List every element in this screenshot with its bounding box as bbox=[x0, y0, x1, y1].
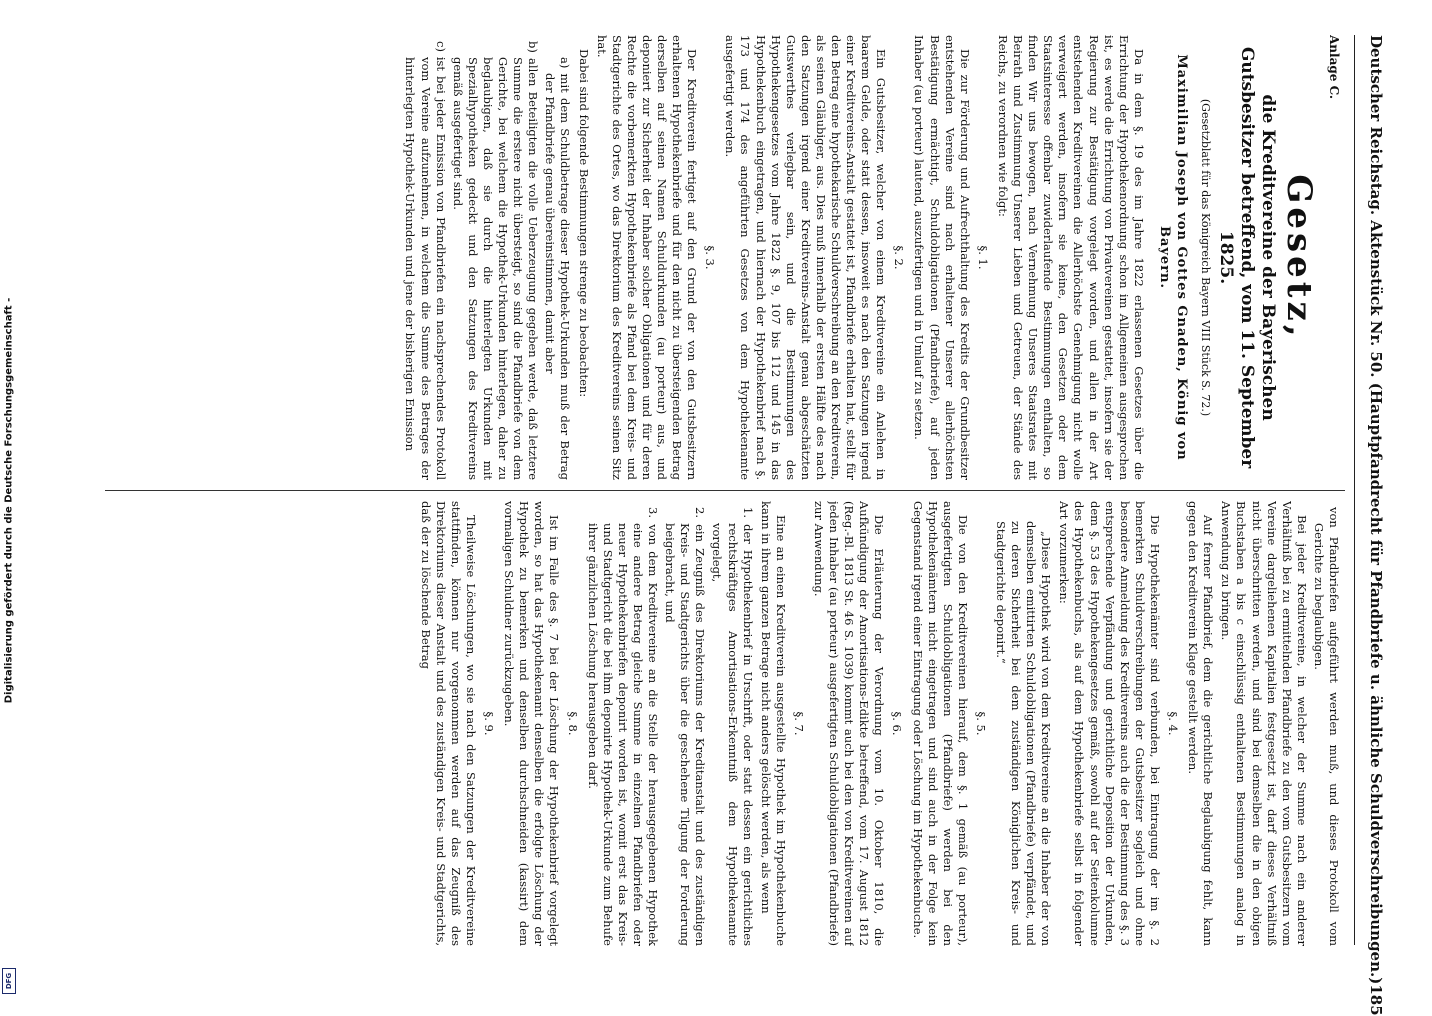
law-source: (Gesetzblatt für das Königreich Bayern VIII Stück S. 72.) bbox=[1198, 98, 1212, 417]
continued-text: von Pfandbriefen aufgeführt werden muß, und dieses Protokoll vom Gerichte zu beglaubigen. bbox=[1311, 507, 1341, 946]
rule-item: b) allen Beteiligten die volle Ueberzeugung gegeben werde, daß letztere Summe die erstere nicht übersteigt, so sind die Pfandbriefe von dem Gerichte, bei welchem die Hypothek-Urkunden hinterlegen, daher zu beglaubigen, daß sie durch die hinterlegten Urkunden mit Spezialhypotheken gedeckt und den Satzungen des Kreditvereins gemäß ausgefertiget sind. bbox=[450, 41, 541, 480]
section-text: Der Kreditverein fertiget auf den Grund der von den Gutsbesitzern erhaltenen Hypothekenbriefe und für den nicht zu übersteigenden Betrag derselben auf seinen Namen Schuldurkunden (au porteur) aus, und deponiert zur Sicherheit der Inhaber solcher Obligationen und für deren Rechte die vorbemerkten Hypothekenbriefe als Pfand bei dem Kreis- und Stadtgerichte des Ortes, wo das Direktorium des Kreditvereins seinen Sitz hat. bbox=[594, 35, 700, 480]
appendix-label: Anlage C. bbox=[1327, 35, 1341, 100]
section-text: Ist im Falle des §. 7 bei der Löschung der Hypothekenbrief vorgelegt worden, so hat das Hypothekenamt denselben die erfolgte Löschung der Hypothek zu bemerken und denselben durchschneiden (kassirt) dem vormaligen Schuldner zurückzugeben. bbox=[502, 501, 562, 946]
royal-title: Maximilian Joseph von Gottes Gnaden, König von Bayern. bbox=[1156, 54, 1189, 461]
condition-item: 2. ein Zeugniß des Direktoriums der Kreditanstalt und des zuständigen Kreis- und Stadtgerichts über die geschehene Tilgung der Forderung beigebracht, und bbox=[663, 507, 708, 946]
column-divider bbox=[105, 490, 1345, 491]
condition-item: 1. der Hypothekenbrief in Urschrift, oder statt dessen ein gerichtliches rechtskräftiges Amortisations-Erkenntniß dem Hypothekenamte vorgelegt, bbox=[710, 507, 755, 946]
rule-item: a) mit dem Schuldbetrage dieser Hypothek-Urkunden muß der Betrag der Pfandbriefe genau übereinstimmen, damit aber bbox=[543, 57, 573, 480]
paragraph: Bei jeder Kreditvereine, in welcher der Summe nach ein anderer Verhältniß bei zu ermittelnden Pfandbriefe zu den vom Gutsbesitzern vom Vereine dargeliehenen Kapitalien festgesetzt ist, darf dieses Verhältniß nicht überschritten werden, und sind bei demselben die in den obigen Buchstaben a bis c einschlüssig enthaltenen Bestimmungen analog in Anwendung zu bringen. bbox=[1219, 501, 1309, 946]
dfg-logo-text: DFG bbox=[5, 972, 13, 990]
right-column bbox=[101, 501, 1341, 946]
quoted-entry: „Diese Hypothek wird von dem Kreditvereine an die Inhaber der von demselben emittirten Schuldobligationen (Pfandbriefe) verpfändet, und zu deren Sicherheit bei dem zuständigen Königlichen Kreis- und Stadtgerichte deponirt.“ bbox=[994, 521, 1054, 946]
left-column bbox=[101, 35, 1341, 480]
document-page bbox=[95, 25, 1385, 1016]
digitization-note bbox=[0, 0, 18, 1000]
rules-intro: Dabei sind folgende Bestimmungen strenge zu beobachten: bbox=[576, 49, 591, 398]
section-text: Eine an einen Kreditverein ausgestellte Hypothek im Hypothekenbuche kann in ihrem ganzen Betrage nicht anders gelöscht werden, als wenn bbox=[758, 501, 788, 946]
paragraph: Auf ferner Pfandbrief, dem die gerichtliche Beglaubigung fehlt, kann gegen den Kreditverein Klage gestellt werden. bbox=[1186, 501, 1216, 946]
digitization-text: Digitalisierung gefördert durch die Deutsche Forschungsgemeinschaft - bbox=[3, 297, 15, 703]
section-heading: §. 5. bbox=[973, 711, 988, 736]
section-text: Die Erläuterung der Verordnung vom 10. Oktober 1810, die Aufkündigung der Amortisations-Edikte betreffend, vom 17. August 1812 (Reg.-Bl. 1813 St. 46 S. 1039) kommt auch bei den von Kreditvereinen auf jeden Inhaber (au porteur) ausgefertigten Schuldobligationen (Pfandbriefe) zur Anwendung. bbox=[812, 501, 887, 946]
section-text: Theilweise Löschungen, wo sie nach den Satzungen der Kreditvereine stattfinden, können nur vorgenommen werden auf das Zeugniß des Direktoriums dieser Anstalt und des zuständigen Kreis- und Stadtgerichts, daß der zu löschende Betrag bbox=[418, 501, 479, 946]
preamble: Da in dem §. 19 des im Jahre 1822 erlassenen Gesetzes über die Errichtung der Hypothekenordnung schon im Allgemeinen ausgesprochen ist, es werde die Errichtung von Privatvereinen gestattet, insofern sie der Regierung zur Bestätigung vorgelegt worden, und allen in der Art entstehenden Kreditvereinen die Allerhöchste Genehmigung nicht wolle verweigert werden, insofern sie keine, den Gesetzen oder dem Staatsinteresse offenbar zuwiderlaufende Bestimmungen enthalten, so finden Wir uns bewogen, nach Vernehmung Unseres Staatsrates mit Beirath und Zustimmung Unserer Lieben und Getreuen, der Stände des Reichs, zu verordnen wie folgt: bbox=[995, 35, 1146, 480]
section-text: Die von den Kreditvereinen hierauf, dem §. 1 gemäß (au porteur), ausgefertigten Schuldobligationen (Pfandbriefe) werden bei den Hypothekenämtern nicht eingetragen und sind auch in der Folge kein Gegenstand irgend einer Eintragung oder Löschung im Hypothekenbuche. bbox=[910, 501, 970, 946]
section-heading: §. 8. bbox=[565, 711, 580, 736]
section-heading: §. 2. bbox=[892, 245, 907, 270]
rule-item: c) ist bei jeder Emission von Pfandbriefen ein nachsprechendes Protokoll vom Vereine aufzunehmen, in welchem die Summe des Betrages der hinterlegten Hypothek-Urkunden und jene der bisherigen Emission bbox=[403, 41, 448, 480]
document-title: Gesetz, bbox=[1278, 174, 1319, 341]
law-title: die Kreditvereine der Bayerischen Gutsbesitzer betreffend, vom 11. September 1825. bbox=[1215, 46, 1278, 469]
section-heading: §. 6. bbox=[890, 711, 905, 736]
section-heading: §. 1. bbox=[975, 245, 990, 270]
section-heading: §. 4. bbox=[1166, 711, 1181, 736]
section-heading: §. 3. bbox=[703, 245, 718, 270]
page-header bbox=[1354, 35, 1385, 1016]
running-head: Deutscher Reichstag. Aktenstück Nr. 50. (Hauptpfandrecht für Pfandbriefe u. ähnliche Schuldverschreibungen.) bbox=[1367, 35, 1385, 985]
section-heading: §. 7. bbox=[791, 711, 806, 736]
section-text: Die zur Förderung und Aufrechthaltung des Kredits der Grundbesitzer entstehenden Vereine sind nach erhaltener Unserer allerhöchsten Bestätigung ermächtigt, Schuldobligationen (Pfandbriefe), auf jeden Inhaber (au porteur) lautend, auszufertigen und in Umlauf zu setzen. bbox=[912, 35, 972, 480]
dfg-logo bbox=[2, 968, 16, 994]
page-number: 185 bbox=[1367, 984, 1385, 1016]
section-text: Ein Gutsbesitzer, welcher von einem Kreditvereine ein Anlehen in baarem Gelde, oder statt dessen, insoweit es nach den Satzungen irgend einer Kreditvereins-Anstalt gestattet ist, Pfandbriefe erhalten hat, stellt für den Betrag eine hypothekarische Schuldverschreibung an den Kreditverein, als seinen Gläubiger, aus. Dies muß innerhalb der ersten Hälfte des nach den Satzungen irgend einer Kreditvereins-Anstalt genau abgeschätzten Gutswerthes verlegbar sein, und die Bestimmungen des Hypothekengesetzes vom Jahre 1822 §. 9, 107 bis 112 und 145 in das Hypothekenbuch eingetragen, und hiernach der Hypothekenbrief nach §. 173 und 174 des angeführten Gesetzes von dem Hypothekenamte ausgefertigt werden. bbox=[723, 35, 889, 480]
section-heading: §. 9. bbox=[482, 711, 497, 736]
condition-item: 3. von dem Kreditvereine an die Stelle der herausgegebenen Hypothek eine andere Betrag gleiche Summe in einzelnen Pfandbriefen oder neuer Hypothekenbriefen deponirt worden ist, womit erst das Kreis- und Stadtgericht die bei ihm deponirte Hypothek-Urkunde zum Behufe ihrer gänzlichen Löschung herausgeben darf. bbox=[585, 507, 661, 946]
section-text: Die Hypothekenämter sind verbunden, bei Eintragung der im §. 2 bemerkten Schuldverschreibungen der Gutsbesitzer sogleich und ohne besondere Anmeldung des Kreditvereins auch die der Bestimmung des §. 3 entsprechende Verpfändung und gerichtliche Deposition der Urkunden, dem §. 53 des Hypothekengesetzes gemäß, sowohl auf der Seitenkolumne des Hypothekenbuchs, als auf dem Hypothekenbriefe selbst in folgender Art vorzumerken: bbox=[1057, 501, 1162, 946]
